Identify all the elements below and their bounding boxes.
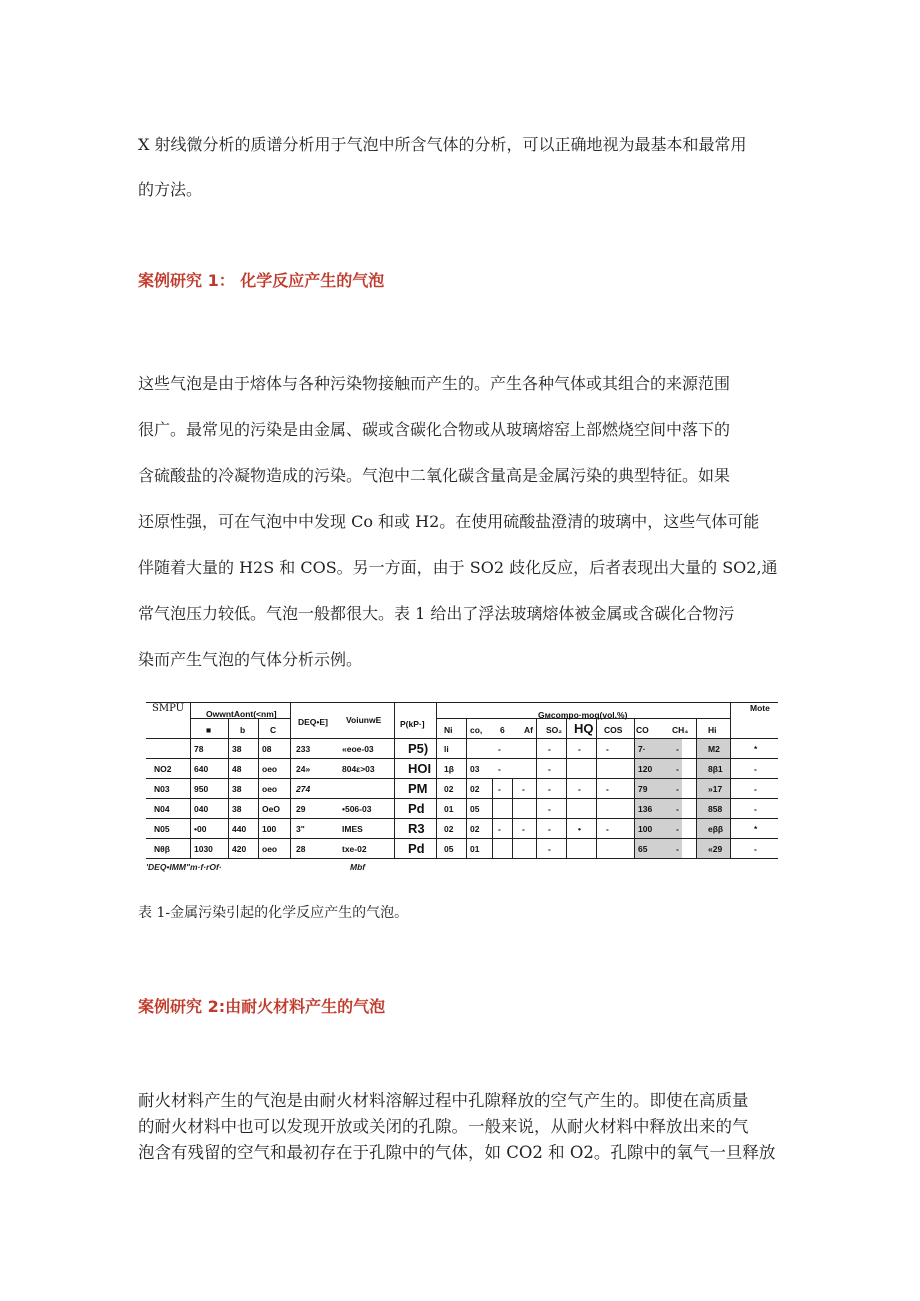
table-cell-a: 040 xyxy=(194,804,209,814)
table-cell-so2: - xyxy=(548,824,551,834)
table-cell-so2: - xyxy=(548,804,551,814)
rule xyxy=(730,702,731,858)
table-cell-co2: 02 xyxy=(470,824,480,834)
table-cell-ni: 02 xyxy=(444,824,454,834)
rule xyxy=(492,778,493,858)
table-cell-note: * xyxy=(754,744,758,754)
case-study-2-paragraph xyxy=(138,1088,788,1166)
table-cell-deq: 24» xyxy=(296,764,311,774)
header-b: b xyxy=(240,725,246,735)
table-cell-a: 950 xyxy=(194,784,209,794)
table-cell-af: - xyxy=(522,784,525,794)
text-line: 泡含有残留的空气和最初存在于孔隙中的气体，如 CO2 和 O2。孔隙中的氧气一旦释放 xyxy=(138,1143,776,1162)
rule xyxy=(394,702,395,858)
table-cell-smpu: N05 xyxy=(154,824,170,834)
table-cell-vol: •506-03 xyxy=(342,804,372,814)
table-cell-vol: 804ε>03 xyxy=(342,764,375,774)
table-cell-deq: 3" xyxy=(296,824,305,834)
header-hi: Hi xyxy=(708,725,717,735)
table-cell-deq: 233 xyxy=(296,744,311,754)
table-cell-c6: - xyxy=(498,784,501,794)
rule xyxy=(146,798,778,799)
table-cell-cos: - xyxy=(606,744,609,754)
text-line: 的耐火材料中也可以发现开放或关闭的孔隙。一般来说，从耐火材料中释放出来的气 xyxy=(138,1117,749,1136)
rule xyxy=(146,738,778,739)
table-cell-b: 38 xyxy=(232,804,242,814)
case-study-2-heading: 案例研究 2:由耐火材料产生的气泡 xyxy=(138,997,386,1016)
table-cell-note: - xyxy=(754,804,757,814)
table-cell-co: 136 xyxy=(638,804,653,814)
table-cell-deq: 28 xyxy=(296,844,306,854)
rule xyxy=(146,838,778,839)
table-cell-ni: 02 xyxy=(444,784,454,794)
table-cell-p: P5) xyxy=(408,741,429,756)
rule xyxy=(146,758,778,759)
table-cell-p: PM xyxy=(408,781,428,796)
table-cell-smpu: N04 xyxy=(154,804,170,814)
text-line: 还原性强，可在气泡中中发现 Co 和或 H2。在使用硫酸盐澄清的玻璃中，这些气体可能 xyxy=(138,512,760,531)
header-6: 6 xyxy=(500,725,505,735)
header-volume: VoiunwE xyxy=(346,715,382,725)
text-line: 含硫酸盐的冷凝物造成的污染。气泡中二氧化碳含量高是金属污染的典型特征。如果 xyxy=(138,466,731,485)
table-cell-vol: «eoe-03 xyxy=(342,744,374,754)
rule xyxy=(190,702,191,858)
header-c: C xyxy=(270,725,277,735)
header-a: ■ xyxy=(206,725,212,735)
table-cell-c6: - xyxy=(498,764,501,774)
header-co2: co, xyxy=(470,725,483,735)
rule xyxy=(466,718,467,858)
header-dimensions: OwwntAont(<nm] xyxy=(206,709,277,719)
table-cell-ni: 05 xyxy=(444,844,454,854)
rule xyxy=(536,718,537,858)
table-cell-so2: - xyxy=(548,744,551,754)
header-af: Af xyxy=(524,725,533,735)
table-cell-so2: - xyxy=(548,844,551,854)
table-cell-c: 08 xyxy=(262,744,272,754)
table-cell-ch4: - xyxy=(676,764,679,774)
header-deq: DEQ•E] xyxy=(298,717,328,727)
table-cell-c6: - xyxy=(498,744,501,754)
text-line: 伴随着大量的 H2S 和 COS。另一方面，由于 SO2 歧化反应，后者表现出大量的 SO2,通 xyxy=(138,558,778,577)
rule xyxy=(290,702,291,858)
table-cell-b: 48 xyxy=(232,764,242,774)
table-cell-hq: • xyxy=(578,824,581,834)
table-footnote-right: Mbf xyxy=(350,862,366,872)
table-cell-smpu: Nθβ xyxy=(154,844,170,854)
gas-analysis-table xyxy=(146,702,778,858)
header-smpu: SMPU xyxy=(152,703,185,714)
header-gas-composition: Gмcompo·moq(vol.%) xyxy=(538,710,628,720)
table-cell-note: - xyxy=(754,844,757,854)
table-cell-hq: - xyxy=(578,744,581,754)
case-study-1-heading: 案例研究 1： 化学反应产生的气泡 xyxy=(138,271,385,290)
rule xyxy=(146,702,778,703)
table-cell-co: 79 xyxy=(638,784,648,794)
rule xyxy=(596,718,597,858)
rule xyxy=(696,718,697,858)
text-line: 的方法。 xyxy=(138,180,203,199)
table-cell-b: 420 xyxy=(232,844,247,854)
table-cell-af: - xyxy=(522,824,525,834)
table-cell-co2: 05 xyxy=(470,804,480,814)
header-ch4: CH₄ xyxy=(672,725,689,735)
table-cell-so2: - xyxy=(548,784,551,794)
rule xyxy=(228,718,229,858)
table-cell-p: Pd xyxy=(408,841,425,856)
rule xyxy=(146,858,778,859)
text-line: 很广。最常见的污染是由金属、碳或含碳化合物或从玻璃熔窑上部燃烧空间中落下的 xyxy=(138,420,731,439)
rule xyxy=(146,818,778,819)
table-cell-ch4: - xyxy=(676,744,679,754)
table-cell-c: 100 xyxy=(262,824,277,834)
table-cell-co2: 01 xyxy=(470,844,480,854)
table-cell-ni: li xyxy=(444,744,449,754)
table-cell-a: 640 xyxy=(194,764,209,774)
header-note: Mote xyxy=(750,703,770,713)
header-hq: HQ xyxy=(574,721,594,736)
header-cos: COS xyxy=(604,725,623,735)
table-cell-hi: «29 xyxy=(708,844,723,854)
table-cell-cos: - xyxy=(606,824,609,834)
rule xyxy=(566,718,567,858)
table-cell-b: 38 xyxy=(232,784,242,794)
table-cell-hi: 858 xyxy=(708,804,723,814)
table-cell-so2: - xyxy=(548,764,551,774)
table-cell-note: - xyxy=(754,784,757,794)
text-line: 耐火材料产生的气泡是由耐火材料溶解过程中孔隙释放的空气产生的。即使在高质量 xyxy=(138,1091,749,1110)
table-cell-note: - xyxy=(754,764,757,774)
table-cell-co: 65 xyxy=(638,844,648,854)
table-cell-c: OeO xyxy=(262,804,280,814)
table-cell-ni: 01 xyxy=(444,804,454,814)
rule xyxy=(436,702,437,858)
table-cell-hi: »17 xyxy=(708,784,723,794)
table-cell-co2: 02 xyxy=(470,784,480,794)
table-cell-a: 1030 xyxy=(194,844,213,854)
table-cell-p: HOI xyxy=(408,761,432,776)
text-line: 常气泡压力较低。气泡一般都很大。表 1 给出了浮法玻璃熔体被金属或含碳化合物污 xyxy=(138,604,735,623)
table-cell-b: 38 xyxy=(232,744,242,754)
table-caption: 表 1-金属污染引起的化学反应产生的气泡。 xyxy=(138,905,409,921)
table-cell-deq: 29 xyxy=(296,804,306,814)
table-cell-co: 100 xyxy=(638,824,653,834)
table-cell-vol: txe-02 xyxy=(342,844,367,854)
table-cell-vol: IMES xyxy=(342,824,363,834)
table-cell-hq: - xyxy=(578,784,581,794)
table-cell-ch4: - xyxy=(676,844,679,854)
table-cell-ch4: - xyxy=(676,784,679,794)
table-cell-a: 78 xyxy=(194,744,204,754)
table-cell-ch4: - xyxy=(676,804,679,814)
header-co: CO xyxy=(636,725,649,735)
table-cell-c: oeo xyxy=(262,784,278,794)
table-cell-ch4: - xyxy=(676,824,679,834)
table-cell-c: oeo xyxy=(262,764,278,774)
table-cell-co: 120 xyxy=(638,764,653,774)
table-cell-hi: eββ xyxy=(708,824,724,834)
rule xyxy=(258,718,259,858)
table-cell-deq: 274 xyxy=(296,784,311,794)
text-line: X 射线微分析的质谱分析用于气泡中所含气体的分析，可以正确地视为最基本和最常用 xyxy=(138,135,747,154)
table-cell-b: 440 xyxy=(232,824,247,834)
table-cell-a: •00 xyxy=(194,824,207,834)
table-footnote: 'DEQ•IMM"m·f·rOf· xyxy=(146,862,222,872)
intro-paragraph xyxy=(138,122,788,212)
table-cell-c6: - xyxy=(498,824,501,834)
text-line: 染而产生气泡的气体分析示例。 xyxy=(138,650,363,669)
header-ni: Ni xyxy=(444,725,453,735)
table-cell-p: R3 xyxy=(408,821,425,836)
case-study-1-paragraph xyxy=(138,361,788,683)
table-cell-co: 7· xyxy=(638,744,646,754)
table-cell-smpu: N03 xyxy=(154,784,170,794)
rule xyxy=(634,718,635,858)
rule xyxy=(146,778,778,779)
table-cell-c: oeo xyxy=(262,844,278,854)
table-cell-cos: - xyxy=(606,784,609,794)
table-cell-note: * xyxy=(754,824,758,834)
table-cell-hi: M2 xyxy=(708,744,720,754)
table-cell-hi: 8β1 xyxy=(708,764,723,774)
table-cell-co2: 03 xyxy=(470,764,480,774)
table-cell-ni: 1β xyxy=(444,764,454,774)
table-cell-smpu: NO2 xyxy=(154,764,172,774)
header-pressure: P(kP·] xyxy=(400,719,425,729)
header-so2: SO₂ xyxy=(546,725,563,735)
table-cell-p: Pd xyxy=(408,801,425,816)
text-line: 这些气泡是由于熔体与各种污染物接触而产生的。产生各种气体或其组合的来源范围 xyxy=(138,374,731,393)
rule xyxy=(512,778,513,858)
